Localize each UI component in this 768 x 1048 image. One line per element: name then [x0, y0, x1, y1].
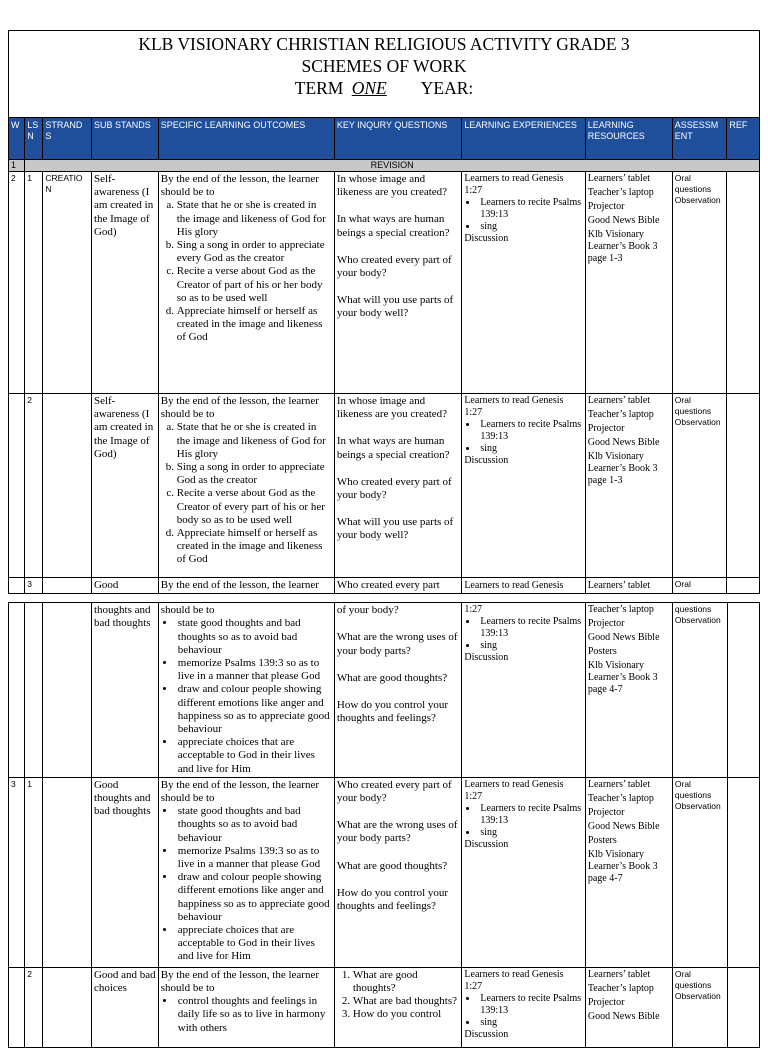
list-item: • Learners to recite Psalms 139:13 — [478, 993, 582, 1017]
outcomes-list — [161, 995, 332, 1035]
list-item: • memorize Psalms 139:3 so as to live in a manner that please God — [176, 657, 332, 683]
ref-cell — [727, 578, 760, 594]
resource-item: Learners’ tablet — [587, 173, 651, 184]
questions-list — [337, 969, 460, 1022]
resource-item: Projector — [587, 423, 625, 434]
resource-item: Teacher’s laptop — [587, 187, 654, 198]
week-cell — [9, 394, 25, 578]
outcomes-cell — [158, 967, 334, 1047]
table-row — [9, 777, 760, 967]
substrand-cell: thoughts and bad thoughts — [91, 603, 158, 778]
lesson-cell: 2 — [25, 394, 43, 578]
col-assessment-header: ASSESSM ENT — [672, 118, 727, 160]
resources-cell: Learners’ tablet — [585, 578, 672, 594]
question: What are good thoughts? — [336, 859, 448, 872]
table-row — [9, 172, 760, 394]
list-item: c. Recite a verse about God as the Creator of part of his or her body so as to be used well — [177, 265, 332, 305]
question: In what ways are human beings a special creation? — [336, 435, 450, 461]
outcomes-cell — [158, 777, 334, 967]
scheme-table-page2 — [8, 602, 760, 1048]
question: What are good thoughts? — [336, 671, 448, 684]
resource-item: Learners’ tablet — [587, 968, 651, 980]
ref-cell — [727, 777, 759, 967]
question: of your body? — [336, 604, 399, 617]
list-item: • state good thoughts and bad thoughts so as to avoid bad behaviour — [176, 805, 332, 845]
list-item: b. Sing a song in order to appreciate every God as the creator — [177, 239, 332, 265]
question: Who created every part of your body? — [336, 778, 452, 805]
list-item: • appreciate choices that are acceptable to God in their lives and live for Him — [176, 924, 332, 964]
week-cell: 2 — [9, 172, 25, 394]
strand-cell — [43, 603, 92, 778]
resources-cell — [585, 967, 672, 1047]
col-outcomes-header: SPECIFIC LEARNING OUTCOMES — [158, 118, 334, 160]
document-title — [9, 31, 760, 118]
term-value: ONE — [351, 78, 387, 98]
experience-list — [464, 993, 582, 1029]
experience-intro: 1:27 — [464, 604, 483, 616]
experience-intro: Learners to read Genesis 1:27 — [464, 173, 564, 196]
list-item: • state good thoughts and bad thoughts so as to avoid bad behaviour — [176, 617, 332, 657]
list-item: • Learners to recite Psalms 139:13 — [478, 803, 582, 827]
outcomes-list — [161, 199, 332, 344]
col-experiences-header: LEARNING EXPERIENCES — [462, 118, 585, 160]
assessment-cell: Oral — [672, 578, 727, 594]
strand-cell — [43, 777, 92, 967]
revision-label: REVISION — [25, 160, 760, 172]
list-item: • control thoughts and feelings in daily life so as to live in harmony with others — [176, 995, 332, 1035]
substrand-cell: Self-awareness (I am created in the Image of God) — [91, 394, 158, 578]
week-cell — [9, 967, 25, 1047]
list-item: b. Sing a song in order to appreciate God as the creator — [177, 461, 332, 487]
substrand-cell: Good and bad choices — [91, 967, 158, 1047]
outcomes-list — [161, 805, 332, 963]
assessment-cell: Oral questions Observation — [672, 967, 727, 1047]
resource-item: Good News Bible — [587, 820, 660, 832]
scheme-table-page1 — [8, 30, 760, 594]
scheme-document — [8, 30, 760, 1048]
list-item: • appreciate choices that are acceptable to God in their lives and live for Him — [176, 736, 332, 776]
resources-cell — [585, 777, 672, 967]
revision-week: 1 — [9, 160, 25, 172]
question: What are the wrong uses of your body parts? — [336, 631, 458, 657]
list-item: • sing — [478, 221, 582, 233]
strand-cell — [43, 394, 92, 578]
resource-item: Good News Bible — [587, 215, 660, 226]
list-item: • Learners to recite Psalms 139:13 — [478, 419, 582, 443]
list-item: a. State that he or she is created in the image and likeness of God for His glory — [177, 421, 332, 461]
week-cell — [9, 603, 25, 778]
resources-cell — [585, 394, 672, 578]
outcomes-intro: By the end of the lesson, the learner should be to — [160, 968, 319, 995]
resource-item: Posters — [587, 646, 617, 658]
experience-intro: Learners to read Genesis 1:27 — [464, 968, 564, 992]
col-questions-header: KEY INQURY QUESTIONS — [334, 118, 462, 160]
resource-item: Good News Bible — [587, 632, 660, 644]
resource-item: Good News Bible — [587, 437, 660, 448]
week-cell: 3 — [9, 777, 25, 967]
list-item: • draw and colour people showing different emotions like anger and happiness so as to appreciate good behaviour — [176, 683, 332, 736]
strand-cell — [43, 578, 92, 594]
list-item: • Learners to recite Psalms 139:13 — [478, 616, 582, 640]
question: What will you use parts of your body well? — [336, 516, 454, 542]
term-year-line — [9, 77, 759, 99]
resource-item: Teacher’s laptop — [587, 982, 654, 994]
questions-cell — [334, 394, 462, 578]
question: 1. What are good thoughts? — [353, 969, 460, 995]
term-label: TERM — [294, 78, 344, 98]
question: 3. How do you control — [353, 1008, 460, 1021]
outcomes-cell: By the end of the lesson, the learner — [158, 578, 334, 594]
list-item: c. Recite a verse about God as the Creator of every part of his or her body so as to be used well — [177, 487, 332, 527]
ref-cell — [727, 394, 760, 578]
list-item: • sing — [478, 443, 582, 455]
outcomes-cell — [158, 603, 334, 778]
table-row — [9, 578, 760, 594]
resource-item: Klb Visionary Learner’s Book 3 page 4-7 — [587, 660, 658, 696]
question: 2. What are bad thoughts? — [353, 995, 460, 1008]
outcomes-list — [161, 617, 332, 775]
outcomes-cell — [158, 394, 334, 578]
experience-outro: Discussion — [464, 652, 509, 664]
year-label: YEAR: — [420, 78, 474, 98]
experiences-cell: Learners to read Genesis — [462, 578, 585, 594]
resource-item: Klb Visionary Learner’s Book 3 page 4-7 — [587, 848, 658, 884]
experiences-cell — [462, 967, 585, 1047]
resource-item: Projector — [587, 201, 625, 212]
questions-cell — [334, 172, 462, 394]
col-ref-header: REF — [727, 118, 760, 160]
ref-cell — [727, 172, 760, 394]
list-item: • sing — [478, 1017, 582, 1029]
ref-cell — [727, 603, 759, 778]
substrand-cell: Self-awareness (I am created in the Image of God) — [91, 172, 158, 394]
question: What will you use parts of your body well? — [336, 294, 454, 320]
questions-cell — [334, 777, 462, 967]
substrand-cell: Good thoughts and bad thoughts — [91, 777, 158, 967]
col-lesson-header: LS N — [25, 118, 43, 160]
questions-cell — [334, 603, 462, 778]
list-item: • memorize Psalms 139:3 so as to live in a manner that please God — [176, 845, 332, 871]
title-line-2: SCHEMES OF WORK — [301, 56, 467, 76]
question: How do you control your thoughts and feelings? — [336, 886, 449, 913]
table-row — [9, 967, 760, 1047]
col-resources-header: LEARNING RESOURCES — [585, 118, 672, 160]
table-row — [9, 394, 760, 578]
experience-outro: Discussion — [464, 1028, 509, 1040]
ref-cell — [727, 967, 759, 1047]
resource-item: Good News Bible — [587, 1010, 660, 1022]
outcomes-cell — [158, 172, 334, 394]
resources-cell — [585, 603, 672, 778]
title-line-1: KLB VISIONARY CHRISTIAN RELIGIOUS ACTIVITY GRADE 3 — [138, 34, 630, 54]
resources-cell — [585, 172, 672, 394]
lesson-cell: 1 — [25, 777, 43, 967]
resource-item: Learners’ tablet — [587, 778, 651, 790]
resource-item: Projector — [587, 806, 625, 818]
questions-cell: Who created every part — [334, 578, 462, 594]
question: How do you control your thoughts and feelings? — [336, 699, 449, 725]
experience-outro: Discussion — [464, 838, 509, 850]
assessment-cell: Oral questions Observation — [672, 394, 727, 578]
lesson-cell: 2 — [25, 967, 43, 1047]
assessment-cell: questions Observation — [672, 603, 727, 778]
question: In what ways are human beings a special creation? — [336, 213, 450, 239]
outcomes-intro: By the end of the lesson, the learner should be to — [160, 778, 319, 805]
substrand-cell: Good — [91, 578, 158, 594]
resource-item: Projector — [587, 618, 625, 630]
lesson-cell: 3 — [25, 578, 43, 594]
strand-cell: CREATIO N — [43, 172, 92, 394]
experience-list — [464, 197, 582, 233]
question: In whose image and likeness are you created? — [336, 173, 448, 199]
assessment-cell: Oral questions Observation — [672, 172, 727, 394]
experiences-cell — [462, 172, 585, 394]
list-item: d. Appreciate himself or herself as created in the image and likeness of God — [177, 527, 332, 567]
col-week-header: W — [9, 118, 25, 160]
outcomes-intro: By the end of the lesson, the learner should be to — [160, 173, 319, 199]
question: In whose image and likeness are you created? — [336, 395, 448, 421]
week-cell — [9, 578, 25, 594]
experience-list — [464, 616, 582, 652]
question: Who created every part of your body? — [336, 253, 452, 280]
list-item: • Learners to recite Psalms 139:13 — [478, 197, 582, 221]
list-item: • sing — [478, 640, 582, 652]
list-item: a. State that he or she is created in the image and likeness of God for His glory — [177, 199, 332, 239]
col-strand-header: STRAND S — [43, 118, 92, 160]
lesson-cell: 1 — [25, 172, 43, 394]
list-item: • sing — [478, 827, 582, 839]
table-row — [9, 603, 760, 778]
resource-item: Teacher’s laptop — [587, 409, 654, 420]
strand-cell — [43, 967, 92, 1047]
resource-item: Klb Visionary Learner’s Book 3 page 1-3 — [587, 229, 658, 264]
resource-item: Teacher’s laptop — [587, 604, 654, 616]
outcomes-intro: should be to — [160, 604, 215, 617]
resource-item: Teacher’s laptop — [587, 792, 654, 804]
experience-list — [464, 803, 582, 839]
experiences-cell — [462, 394, 585, 578]
header-row — [9, 118, 760, 160]
question: Who created every part of your body? — [336, 475, 452, 502]
assessment-cell: Oral questions Observation — [672, 777, 727, 967]
resource-item: Klb Visionary Learner’s Book 3 page 1-3 — [587, 451, 658, 486]
experience-outro: Discussion — [464, 455, 509, 466]
experiences-cell — [462, 777, 585, 967]
experiences-cell — [462, 603, 585, 778]
experience-list — [464, 419, 582, 455]
questions-cell — [334, 967, 462, 1047]
revision-row — [9, 160, 760, 172]
experience-intro: Learners to read Genesis 1:27 — [464, 778, 564, 802]
resource-item: Posters — [587, 834, 617, 846]
experience-outro: Discussion — [464, 233, 509, 244]
resource-item: Projector — [587, 996, 625, 1008]
question: What are the wrong uses of your body parts? — [336, 819, 458, 845]
list-item: d. Appreciate himself or herself as created in the image and likeness of God — [177, 305, 332, 345]
col-substrand-header: SUB STANDS — [91, 118, 158, 160]
outcomes-list — [161, 421, 332, 566]
lesson-cell — [25, 603, 43, 778]
resource-item: Learners’ tablet — [587, 395, 651, 406]
page-break — [8, 594, 760, 602]
list-item: • draw and colour people showing different emotions like anger and happiness so as to appreciate good behaviour — [176, 871, 332, 924]
outcomes-intro: By the end of the lesson, the learner should be to — [160, 395, 319, 421]
experience-intro: Learners to read Genesis 1:27 — [464, 395, 564, 418]
